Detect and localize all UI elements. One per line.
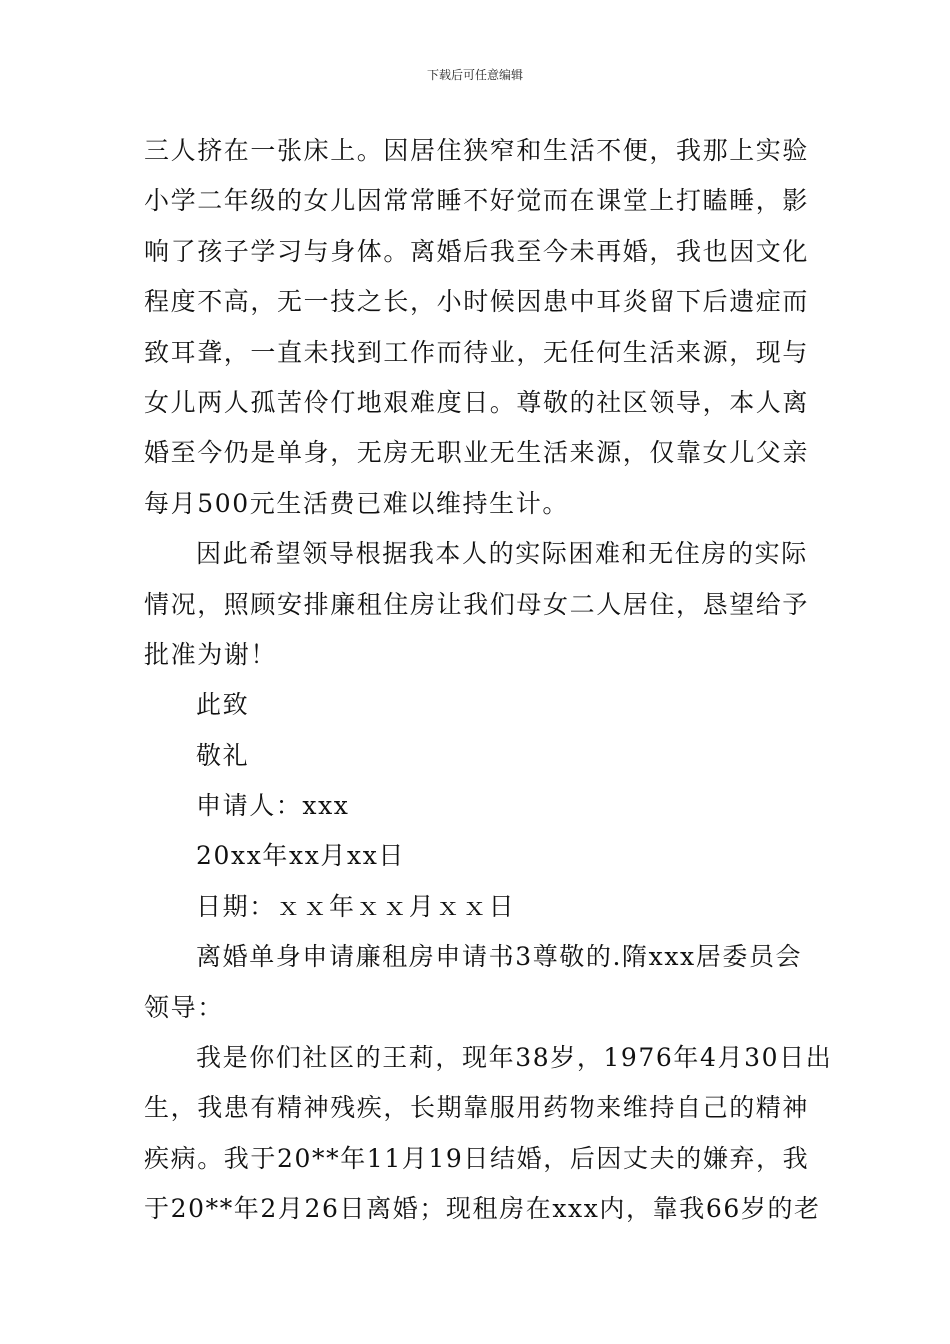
text-line: 每月500元生活费已难以维持生计。 xyxy=(144,488,569,518)
salutation-line: 敬礼 xyxy=(196,740,250,770)
text-line: 女儿两人孤苦伶仃地艰难度日。尊敬的社区领导，本人离 xyxy=(144,387,810,417)
text-line: 三人挤在一张床上。因居住狭窄和生活不便，我那上实验 xyxy=(144,136,810,165)
text-line: 致耳聋，一直未找到工作而待业，无任何生活来源，现与 xyxy=(144,337,810,367)
text-line: 因此希望领导根据我本人的实际困难和无住房的实际 xyxy=(196,539,808,569)
text-line: 生，我患有精神残疾，长期靠服用药物来维持自己的精神 xyxy=(144,1093,810,1123)
date-line: 日期：ｘｘ年ｘｘ月ｘｘ日 xyxy=(196,891,516,921)
text-line: 婚至今仍是单身，无房无职业无生活来源，仅靠女儿父亲 xyxy=(144,438,810,468)
text-line: 于20**年2月26日离婚；现租房在xxx内，靠我66岁的老 xyxy=(144,1194,821,1224)
text-line: 离婚单身申请廉租房申请书3尊敬的.隋xxx居委员会 xyxy=(196,942,803,972)
text-line: 批准为谢！ xyxy=(144,639,278,669)
document-body xyxy=(144,126,833,1235)
text-line: 疾病。我于20**年11月19日结婚，后因丈夫的嫌弃，我 xyxy=(144,1143,810,1173)
text-line: 程度不高，无一技之长，小时候因患中耳炎留下后遗症而 xyxy=(144,287,810,317)
applicant-line: 申请人：xxx xyxy=(196,791,350,821)
salutation-line: 此致 xyxy=(196,690,250,720)
text-line: 情况，照顾安排廉租住房让我们母女二人居住，恳望给予 xyxy=(144,589,810,619)
date-line: 20xx年xx月xx日 xyxy=(196,841,406,871)
text-line: 我是你们社区的王莉，现年38岁，1976年4月30日出 xyxy=(196,1043,833,1073)
text-line: 领导： xyxy=(144,992,224,1022)
text-line: 小学二年级的女儿因常常睡不好觉而在课堂上打瞌睡，影 xyxy=(144,186,810,216)
page-header: 下载后可任意编辑 xyxy=(426,68,523,82)
text-line: 响了孩子学习与身体。离婚后我至今未再婚，我也因文化 xyxy=(144,236,810,266)
